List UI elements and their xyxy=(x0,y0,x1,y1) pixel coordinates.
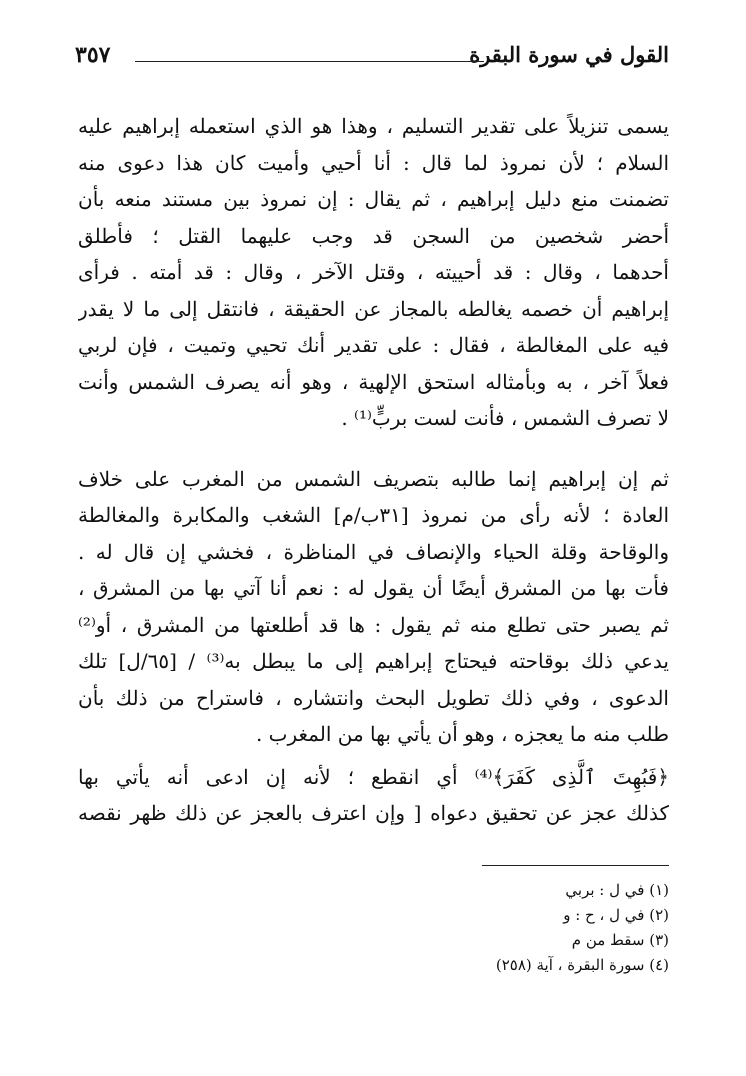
text-line: ثم يصبر حتى تطلع منه ثم يقول : ها قد أطلعتها من المشرق ، أو⁽²⁾ xyxy=(78,612,669,637)
text-line: لا تصرف الشمس ، فأنت لست بربٍّ⁽¹⁾ . xyxy=(341,406,669,430)
text-line: طلب منه ما يعجزه ، وهو أن يأتي بها من المغرب . xyxy=(255,722,669,746)
text-line: يسمى تنزيلاً على تقدير التسليم ، وهذا هو الذي استعمله إبراهيم عليه xyxy=(78,114,669,138)
footnote: (٤) سورة البقرة ، آية (٢٥٨) xyxy=(495,956,669,974)
text-line: يدعي ذلك بوقاحته فيحتاج إبراهيم إلى ما يبطل به⁽³⁾ / [٦٥/ل] تلك xyxy=(78,649,669,673)
running-title: القول في سورة البقرة xyxy=(469,42,669,67)
paragraph-gap xyxy=(78,437,669,461)
text-line: إبراهيم أن خصمه يغالطه بالمجاز عن الحقيقة ، فانتقل إلى ما لا يقدر xyxy=(78,296,669,321)
footnote-separator xyxy=(482,865,669,866)
text-line: أحدهما ، وقال : قد أحييته ، وقتل الآخر ، وقال : قد أمته . فرأى xyxy=(78,260,669,284)
page-number: ٣٥٧ xyxy=(75,42,111,68)
text-line: والوقاحة وقلة الحياء والإنصاف في المناظرة ، فخشي إن قال له . xyxy=(78,539,669,564)
footnote: (٢) في ل ، ح : و xyxy=(563,906,669,924)
page-header xyxy=(75,42,669,78)
main-text xyxy=(78,108,669,832)
text-line: فيه على المغالطة ، فقال : على تقدير أنك تحيي وتميت ، فإن لربي xyxy=(78,333,669,357)
text-line: العادة ؛ لأنه رأى من نمروذ [٣١ب/م] الشغب والمكابرة والمغالطة xyxy=(78,503,669,527)
footnotes xyxy=(400,878,669,978)
text-line: السلام ؛ لأن نمروذ لما قال : أنا أحيي وأميت كان هذا دعوى منه xyxy=(78,150,669,175)
text-line: تضمنت منع دليل إبراهيم ، ثم يقال : إن نمروذ بين مستند منعه بأن xyxy=(78,187,669,211)
text-line: فأت بها من المشرق أيضًا أن يقول له : نعم أنا آتي بها من المشرق ، xyxy=(78,576,669,600)
text-line: ﴿فَبُهِتَ ٱلَّذِى كَفَرَ﴾⁽⁴⁾ أي انقطع ؛ لأنه إن ادعى أنه يأتي بها xyxy=(78,764,669,789)
text-line: فعلاً آخر ، به وبأمثاله استحق الإلهية ، وهو أنه يصرف الشمس وأنت xyxy=(78,369,669,394)
text-line: كذلك عجز عن تحقيق دعواه [ وإن اعترف بالعجز عن ذلك ظهر نقصه xyxy=(78,801,669,825)
header-rule xyxy=(135,61,484,62)
text-line: ثم إن إبراهيم إنما طالبه بتصريف الشمس من المغرب على خلاف xyxy=(78,466,669,491)
footnote: (١) في ل : بربي xyxy=(565,881,669,899)
text-line: الدعوى ، وفي ذلك تطويل البحث وانتشاره ، فاستراح من ذلك بأن xyxy=(78,685,669,710)
footnote: (٣) سقط من م xyxy=(571,931,669,949)
text-line: أحضر شخصين من السجن قد وجب عليهما القتل ؛ فأطلق xyxy=(78,223,669,248)
